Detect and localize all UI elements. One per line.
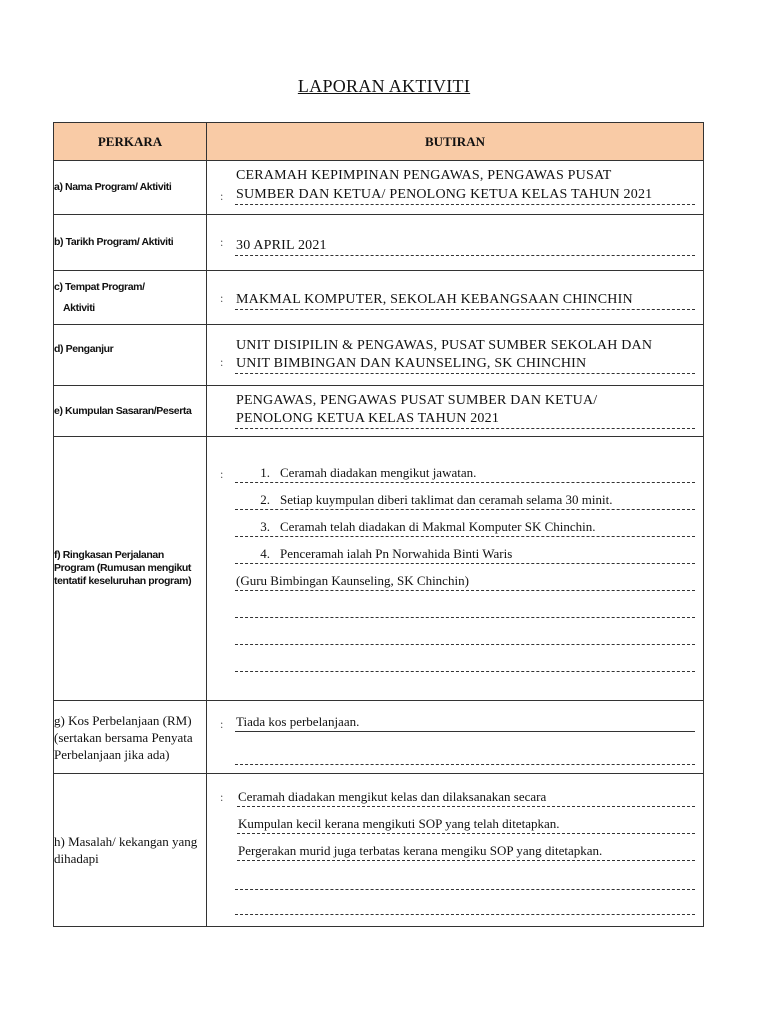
label-penganjur: d) Penganjur: [54, 325, 207, 386]
label-line: Aktiviti: [63, 301, 95, 314]
colon: :: [220, 189, 224, 203]
value-line: PENGAWAS, PENGAWAS PUSAT SUMBER DAN KETUA/: [236, 393, 598, 408]
label-ringkasan-perjalanan: f) Ringkasan Perjalanan Program (Rumusan mengikut tentatif keseluruhan program): [54, 437, 207, 701]
value-tarikh-program: [207, 215, 704, 271]
label-masalah-kekangan: h) Masalah/ kekangan yang dihadapi: [54, 774, 207, 927]
list-text: Penceramah ialah Pn Norwahida Binti Waris: [280, 546, 513, 561]
value-line: UNIT DISIPILIN & PENGAWAS, PUSAT SUMBER SEKOLAH DAN: [236, 338, 653, 353]
label-kos-perbelanjaan: g) Kos Perbelanjaan (RM) (sertakan bersama Penyata Perbelanjaan jika ada): [54, 701, 207, 774]
value-line: CERAMAH KEPIMPINAN PENGAWAS, PENGAWAS PUSAT: [236, 168, 612, 183]
label-line: c) Tempat Program/: [54, 280, 145, 293]
label-kumpulan-sasaran: e) Kumpulan Sasaran/Peserta: [54, 386, 207, 437]
list-item: [235, 464, 695, 483]
value-line: SUMBER DAN KETUA/ PENOLONG KETUA KELAS TAHUN 2021: [235, 186, 695, 205]
value-line: MAKMAL KOMPUTER, SEKOLAH KEBANGSAAN CHINCHIN: [235, 291, 695, 310]
colon: :: [220, 355, 224, 369]
label-tarikh-program: b) Tarikh Program/ Aktiviti: [54, 215, 207, 271]
value-kumpulan-sasaran: [207, 386, 704, 437]
list-number: 4.: [260, 546, 270, 561]
value-line: 30 APRIL 2021: [235, 237, 695, 256]
blank-line: [235, 599, 695, 618]
value-line: Pergerakan murid juga terbatas kerana mengiku SOP yang ditetapkan.: [237, 842, 695, 861]
colon: :: [220, 467, 224, 481]
label-tempat-program: [54, 271, 207, 325]
row-ringkasan-perjalanan: [54, 437, 704, 701]
row-kos-perbelanjaan: [54, 701, 704, 774]
colon: :: [220, 790, 224, 804]
value-line: Tiada kos perbelanjaan.: [235, 713, 695, 732]
list-text: Ceramah telah diadakan di Makmal Komputer SK Chinchin.: [280, 519, 596, 534]
list-note: (Guru Bimbingan Kaunseling, SK Chinchin): [235, 572, 695, 591]
value-line: PENOLONG KETUA KELAS TAHUN 2021: [235, 410, 695, 429]
value-line: Ceramah diadakan mengikut kelas dan dilaksanakan secara: [237, 788, 695, 807]
list-number: 2.: [260, 492, 270, 507]
value-tempat-program: [207, 271, 704, 325]
list-item: [235, 545, 695, 564]
value-ringkasan-perjalanan: [207, 437, 704, 701]
value-line: Kumpulan kecil kerana mengikuti SOP yang telah ditetapkan.: [237, 815, 695, 834]
label-nama-program: a) Nama Program/ Aktiviti: [54, 161, 207, 215]
value-masalah-kekangan: [207, 774, 704, 927]
list-text: Ceramah diadakan mengikut jawatan.: [280, 465, 477, 480]
row-penganjur: [54, 325, 704, 386]
list-item: [235, 518, 695, 537]
report-table: [53, 122, 704, 927]
header-butiran: BUTIRAN: [207, 123, 704, 161]
row-masalah-kekangan: [54, 774, 704, 927]
list-number: 3.: [260, 519, 270, 534]
row-nama-program: [54, 161, 704, 215]
row-tempat-program: [54, 271, 704, 325]
colon: :: [220, 717, 224, 731]
value-penganjur: [207, 325, 704, 386]
colon: :: [220, 235, 224, 249]
document-title: LAPORAN AKTIVITI: [297, 76, 471, 96]
header-perkara: PERKARA: [54, 123, 207, 161]
value-nama-program: [207, 161, 704, 215]
blank-line: [235, 746, 695, 765]
colon: :: [220, 291, 224, 305]
value-kos-perbelanjaan: [207, 701, 704, 774]
table-header-row: [54, 123, 704, 161]
blank-line: [235, 896, 695, 915]
value-line: UNIT BIMBINGAN DAN KAUNSELING, SK CHINCHIN: [235, 355, 695, 374]
blank-line: [235, 626, 695, 645]
list-item: [235, 491, 695, 510]
blank-line: [235, 653, 695, 672]
row-kumpulan-sasaran: [54, 386, 704, 437]
list-text: Setiap kuympulan diberi taklimat dan ceramah selama 30 minit.: [280, 492, 613, 507]
row-tarikh-program: [54, 215, 704, 271]
blank-line: [235, 871, 695, 890]
list-number: 1.: [260, 465, 270, 480]
